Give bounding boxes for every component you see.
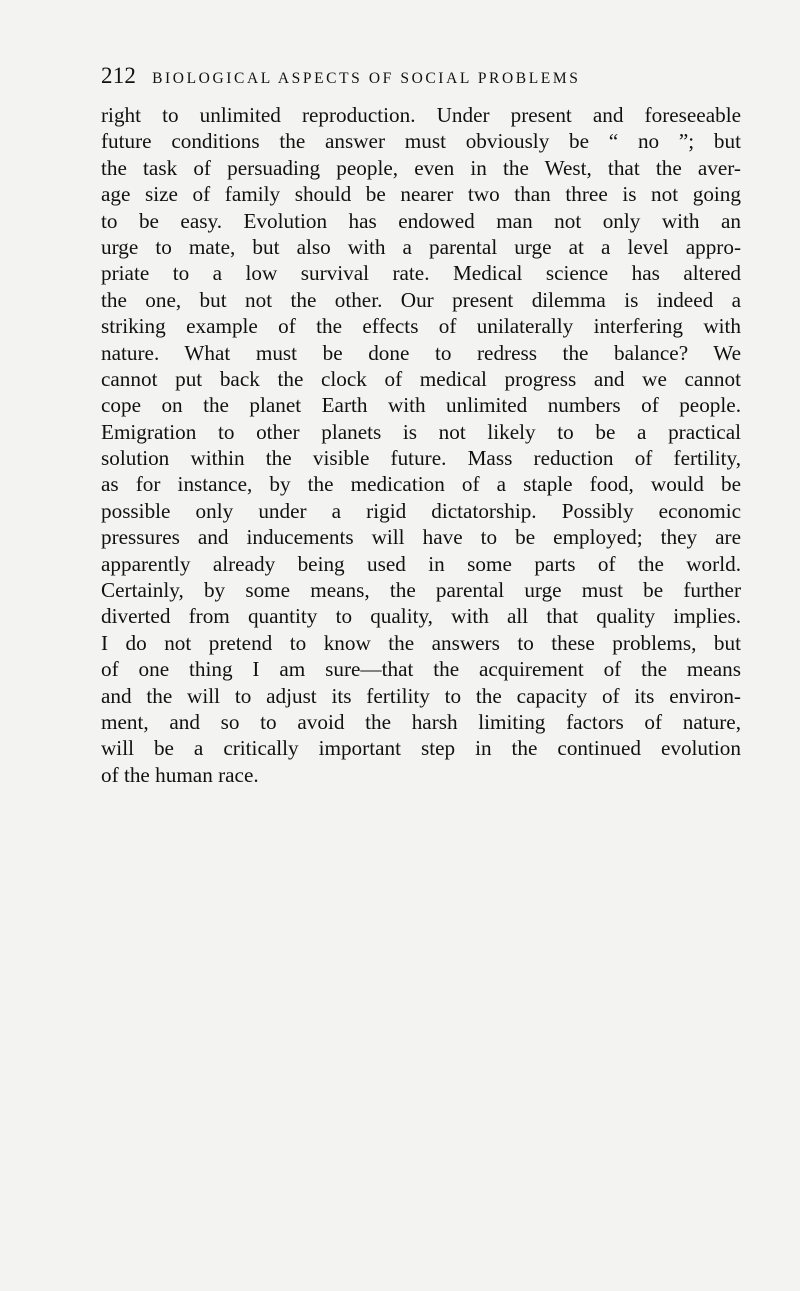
running-title: BIOLOGICAL ASPECTS OF SOCIAL PROBLEMS: [152, 70, 581, 87]
text-line: Emigration to other planets is not likely to be a practical: [101, 419, 741, 444]
text-line: priate to a low survival rate. Medical science has altered: [101, 261, 741, 286]
text-line: and the will to adjust its fertility to the capacity of its environ-: [101, 683, 741, 708]
running-head: [101, 63, 741, 95]
body-paragraph: [101, 102, 741, 788]
page-number: 212: [101, 63, 137, 88]
text-line: as for instance, by the medication of a staple food, would be: [101, 472, 741, 497]
text-line: the task of persuading people, even in the West, that the aver-: [101, 155, 741, 180]
text-line: striking example of the effects of unilaterally interfering with: [101, 314, 741, 339]
text-line: of the human race.: [101, 762, 259, 787]
text-line: the one, but not the other. Our present dilemma is indeed a: [101, 287, 741, 312]
text-line: I do not pretend to know the answers to these problems, but: [101, 630, 741, 655]
text-line: apparently already being used in some parts of the world.: [101, 551, 741, 576]
text-line: right to unlimited reproduction. Under present and foreseeable: [101, 103, 741, 127]
text-line: cannot put back the clock of medical progress and we cannot: [101, 366, 741, 391]
text-line: of one thing I am sure—that the acquirement of the means: [101, 657, 741, 682]
text-line: ment, and so to avoid the harsh limiting factors of nature,: [101, 709, 741, 734]
text-line: urge to mate, but also with a parental urge at a level appro-: [101, 234, 741, 259]
text-line: diverted from quantity to quality, with all that quality implies.: [101, 604, 741, 629]
text-line: solution within the visible future. Mass reduction of fertility,: [101, 446, 741, 471]
text-line: Certainly, by some means, the parental urge must be further: [101, 578, 741, 603]
text-line: will be a critically important step in the continued evolution: [101, 736, 741, 761]
text-line: possible only under a rigid dictatorship. Possibly economic: [101, 498, 741, 523]
text-line: to be easy. Evolution has endowed man not only with an: [101, 208, 741, 233]
text-line: nature. What must be done to redress the balance? We: [101, 340, 741, 365]
text-line: age size of family should be nearer two than three is not going: [101, 182, 741, 207]
text-line: future conditions the answer must obviously be “ no ”; but: [101, 129, 741, 154]
text-line: pressures and inducements will have to be employed; they are: [101, 525, 741, 550]
text-line: cope on the planet Earth with unlimited numbers of people.: [101, 393, 741, 418]
